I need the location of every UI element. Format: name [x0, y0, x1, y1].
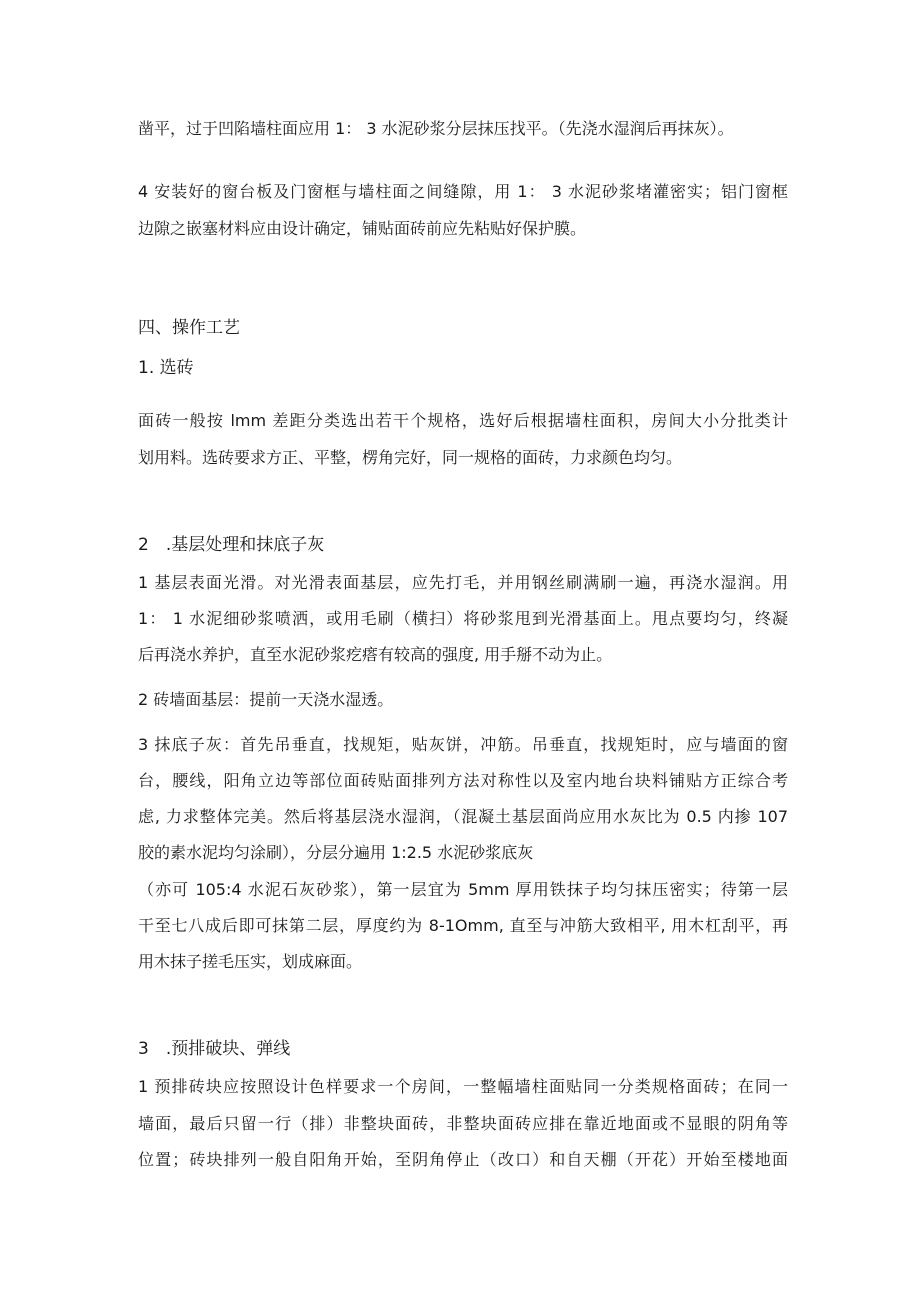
text-line: 划用料。选砖要求方正、平整，楞角完好，同一规格的面砖，力求颜色均匀。 — [138, 448, 683, 467]
subsection-heading: 1. 选砖 — [138, 358, 194, 378]
text-line: 虑, 力求整体完美。然后将基层浇水湿润，（混凝土基层面尚应用水灰比为 0.5 内掺 107 — [138, 807, 788, 826]
text-line: 1 基层表面光滑。对光滑表面基层，应先打毛，并用钢丝刷满刷一遍，再浇水湿润。用 — [138, 573, 788, 592]
text-line: 边隙之嵌塞材料应由设计确定，铺贴面砖前应先粘贴好保护膜。 — [138, 219, 587, 238]
text-line: 2 砖墙面基层：提前一天浇水湿透。 — [138, 690, 394, 709]
text-line: 1： 1 水泥细砂浆喷洒，或用毛刷（横扫）将砂浆甩到光滑基面上。甩点要均匀，终凝 — [138, 609, 788, 628]
subsection-heading: 2 .基层处理和抹底子灰 — [138, 535, 325, 555]
text-line: 凿平，过于凹陷墙柱面应用 1： 3 水泥砂浆分层抹压找平。（先浇水湿润后再抹灰）。 — [138, 119, 734, 138]
subsection-heading: 3 .预排破块、弹线 — [138, 1039, 291, 1059]
text-line: 胶的素水泥均匀涂刷），分层分遍用 1:2.5 水泥砂浆底灰 — [138, 843, 534, 862]
text-line: 用木抹子搓毛压实，划成麻面。 — [138, 952, 363, 971]
text-line: 1 预排砖块应按照设计色样要求一个房间，一整幅墙柱面贴同一分类规格面砖；在同一 — [138, 1077, 788, 1096]
text-line: 位置；砖块排列一般自阳角开始，至阴角停止（改口）和自天棚（开花）开始至楼地面 — [138, 1150, 788, 1169]
text-line: 墙面，最后只留一行（排）非整块面砖，非整块面砖应排在靠近地面或不显眼的阴角等 — [138, 1114, 788, 1133]
text-line: 4 安装好的窗台板及门窗框与墙柱面之间缝隙，用 1： 3 水泥砂浆堵灌密实；铝门窗框 — [138, 182, 788, 201]
section-heading: 四、操作工艺 — [138, 318, 240, 338]
text-line: （亦可 105:4 水泥石灰砂浆），第一层宜为 5mm 厚用铁抹子均匀抹压密实；待第一层 — [138, 880, 788, 899]
text-line: 台，腰线，阳角立边等部位面砖贴面排列方法对称性以及室内地台块料铺贴方正综合考 — [138, 771, 788, 790]
text-line: 干至七八成后即可抹第二层，厚度约为 8-1Omm, 直至与冲筋大致相平, 用木杠刮平，再 — [138, 916, 788, 935]
text-line: 3 抹底子灰：首先吊垂直，找规矩，贴灰饼，冲筋。吊垂直，找规矩时，应与墙面的窗 — [138, 735, 788, 754]
text-line: 后再浇水养护，直至水泥砂浆疙瘩有较高的强度, 用手掰不动为止。 — [138, 645, 613, 664]
text-line: 面砖一般按 lmm 差距分类选出若干个规格，选好后根据墙柱面积，房间大小分批类计 — [138, 411, 788, 430]
